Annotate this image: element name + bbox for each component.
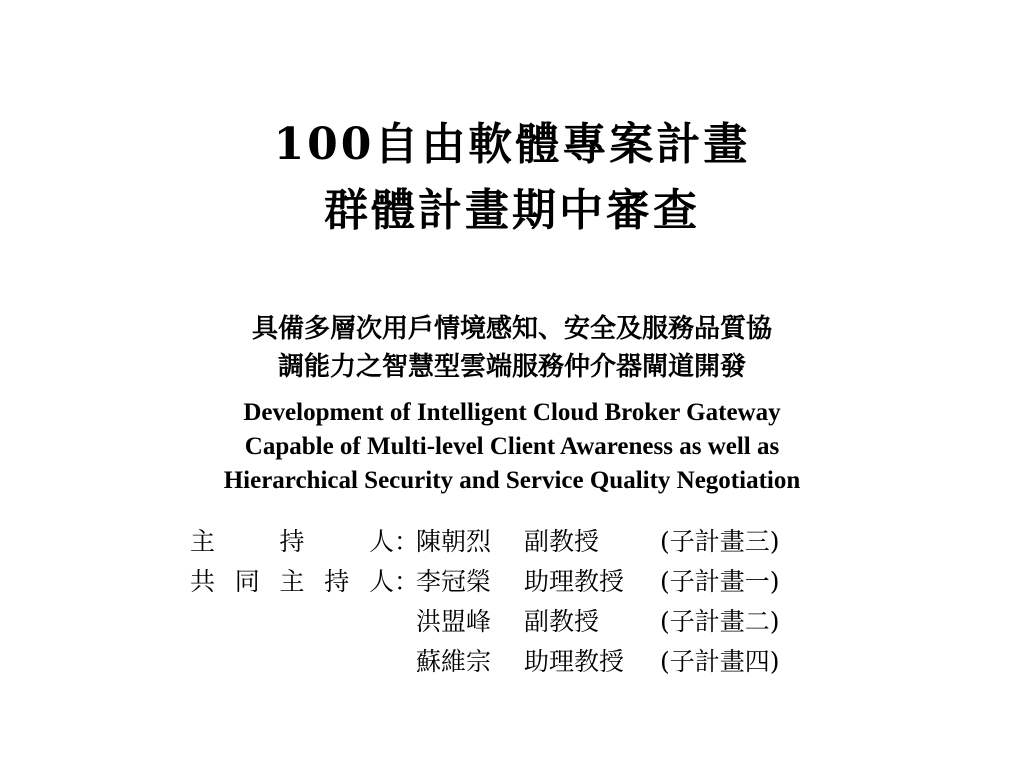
investigator-rank: 助理教授 [524,647,625,676]
role-colon: ： [394,527,420,556]
chinese-project-title [0,310,1024,386]
english-title-line-3: Hierarchical Security and Service Quality Negotiation [223,467,801,494]
subproject-label: (子計畫二) [660,607,780,636]
investigator-name: 李冠榮 [416,567,492,596]
subproject-label: (子計畫四) [660,647,780,676]
copi-role-label: 共同主持人 [190,567,394,596]
investigator-row [190,640,950,680]
english-title-line-2: Capable of Multi-level Client Awareness as well as [244,433,780,460]
chinese-title-line-1: 具備多層次用戶情境感知、安全及服務品質協 [251,314,772,344]
title-line-1: 100自由軟體專案計畫 [273,119,751,170]
role-colon: ： [394,567,420,596]
investigator-name: 蘇維宗 [416,647,492,676]
english-title-line-1: Development of Intelligent Cloud Broker Gateway [243,399,781,426]
subproject-label: (子計畫三) [660,527,780,556]
slide-title [0,112,1024,244]
english-project-title [0,396,1024,498]
investigator-row [190,560,950,600]
investigator-name: 陳朝烈 [416,527,492,556]
title-line-2: 群體計畫期中審查 [324,185,700,236]
subproject-label: (子計畫一) [660,567,780,596]
investigator-row [190,600,950,640]
pi-role-label: 主 持 人 [190,527,394,556]
investigator-row [190,520,950,560]
investigators-list [190,520,950,680]
investigator-rank: 副教授 [524,607,600,636]
chinese-title-line-2: 調能力之智慧型雲端服務仲介器閘道開發 [277,352,746,382]
investigator-name: 洪盟峰 [416,607,492,636]
investigator-rank: 助理教授 [524,567,625,596]
investigator-rank: 副教授 [524,527,600,556]
